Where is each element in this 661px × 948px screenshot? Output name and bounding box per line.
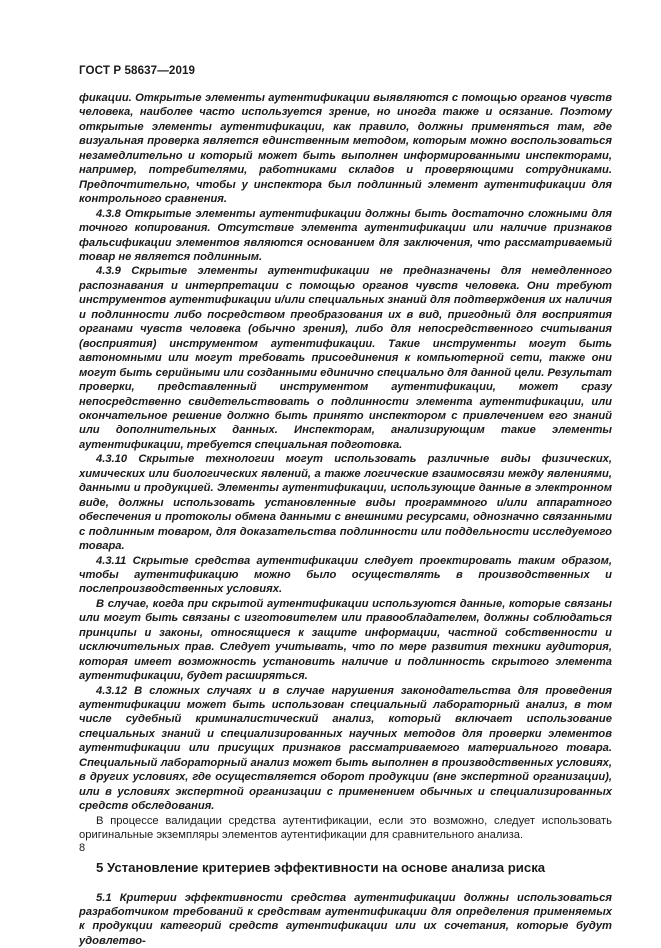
- section-heading: 5 Установление критериев эффективности на основе анализа риска: [96, 859, 546, 875]
- paragraph-5-1: 5.1 Критерии эффективности средства аутентификации должны использоваться разработчиком требований к средствам аутентификации для определения применяемых к продукции категорий средств аутентификации или их сочетания, которые будут удовлетво-: [79, 891, 612, 947]
- paragraph-4-3-8: 4.3.8 Открытые элементы аутентификации должны быть достаточно сложными для точного копирования. Отсутствие элемента аутентификации или наличие признаков фальсификации элементов являются основанием для заключения, что рассматриваемый товар не является подлинным.: [79, 207, 612, 263]
- paragraph-validation: В процессе валидации средства аутентификации, если это возможно, следует использовать оригинальные экземпляры элементов аутентификации для сравнительного анализа.: [79, 814, 612, 842]
- document-header: ГОСТ Р 58637—2019: [79, 64, 196, 77]
- paragraph-4-3-10: 4.3.10 Скрытые технологии могут использовать различные виды физических, химических или биологических явлений, а также логические взаимосвязи между явлениями, данными и продукцией. Элементы аутентификации, использующие данные в электронном виде, должны использовать установленные виды программного и/или аппаратного обеспечения и протоколы обмена данными с внешними ресурсами, однозначно связанными с подлинным товаром, для доказательства подлинности или поддельности исследуемого товара.: [79, 453, 612, 553]
- page-number: 8: [79, 842, 86, 854]
- paragraph-continuation: фикации. Открытые элементы аутентификации выявляются с помощью органов чувств человека, наиболее часто используется зрение, но иногда также и осязание. Поэтому открытые элементы аутентификации, как правило, должны применяться там, где визуальная проверка является единственным методом, которым можно воспользоваться незамедлительно и который может быть выполнен информированными инспекторами, например, потребителями, работниками складов и проверяющими сотрудниками. Предпочтительно, чтобы у инспектора был подлинный элемент аутентификации для контрольного сравнения.: [79, 92, 612, 206]
- document-body: [79, 91, 612, 948]
- paragraph-4-3-11-cont: В случае, когда при скрытой аутентификации используются данные, которые связаны или могут быть связаны с изготовителем или правообладателем, должны соблюдаться принципы и законы, относящиеся к защите информации, частной собственности и исключительных прав. Следует учитывать, что по мере развития техники аудитория, которая имеет возможность установить наличие и подлинность скрытого элемента аутентификации, будет расширяться.: [79, 597, 612, 683]
- paragraph-4-3-9: 4.3.9 Скрытые элементы аутентификации не предназначены для немедленного распознавания и интерпретации с помощью органов чувств человека. Они требуют инструментов аутентификации и/или специальных знаний для подтверждения их наличия и подлинности либо посредством преобразования их в вид, пригодный для восприятия органами чувств человека (обычно зрения), либо для непосредственного считывания (восприятия) инструментом аутентификации. Такие инструменты могут быть автономными или могут требовать присоединения к компьютерной сети, также они могут быть серийными или созданными единично специально для данной цели. Результат проверки, представленный инструментом аутентификации, может сразу непосредственно свидетельствовать о подлинности элемента аутентификации, или окончательное решение должно быть принято инспектором с привлечением его знаний или дополнительных данных. Инспекторам, анализирующим такие элементы аутентификации, требуется специальная подготовка.: [79, 265, 612, 451]
- paragraph-4-3-11: 4.3.11 Скрытые средства аутентификации следует проектировать таким образом, чтобы аутентификацию можно было осуществлять в производственных и послепроизводственных условиях.: [79, 554, 612, 596]
- paragraph-4-3-12: 4.3.12 В сложных случаях и в случае нарушения законодательства для проведения аутентификации может быть использован специальный лабораторный анализ, в том числе судебный криминалистический анализ, который включает использование специальных знаний и специализированных научных методов для проверки элементов аутентификации или присущих признаков рассматриваемого материального товара. Специальный лабораторный анализ может быть выполнен в производственных условиях, в других условиях, где осуществляется оборот продукции (вне экспертной организации), или в условиях экспертной организации с применением обычных и специализированных средств обследования.: [79, 684, 612, 813]
